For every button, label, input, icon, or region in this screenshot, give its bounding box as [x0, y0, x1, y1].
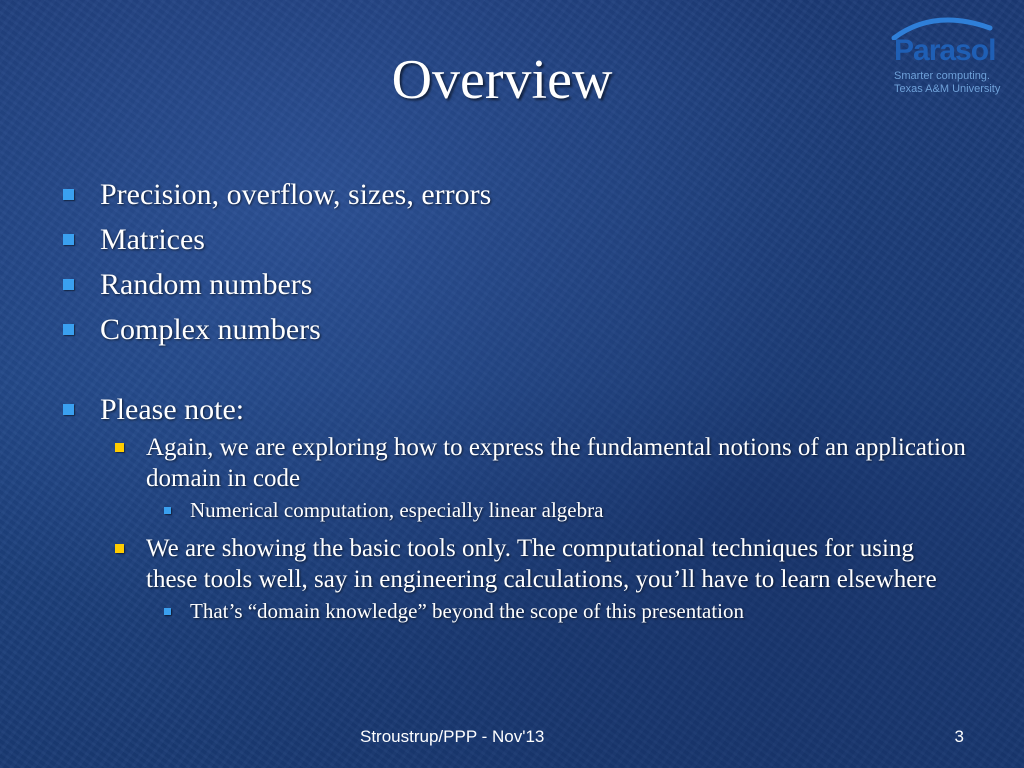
- square-bullet-icon: [164, 608, 171, 615]
- bullet-item: [100, 391, 960, 428]
- page-number: 3: [954, 727, 964, 746]
- logo-tagline-line2: Texas A&M University: [894, 83, 1001, 95]
- square-bullet-icon: [63, 324, 74, 335]
- bullet-text: Complex numbers: [100, 313, 321, 346]
- sub-sub-bullet-text: Numerical computation, especially linear algebra: [190, 498, 604, 522]
- bullet-item: [100, 266, 960, 303]
- square-bullet-icon: [63, 189, 74, 200]
- square-bullet-icon: [115, 544, 124, 553]
- logo-tagline-line1: Smarter computing.: [894, 70, 990, 82]
- logo-name: Parasol: [894, 34, 996, 67]
- square-bullet-icon: [63, 404, 74, 415]
- bullet-list: [0, 176, 1024, 634]
- square-bullet-icon: [63, 234, 74, 245]
- sub-bullet-text: Again, we are exploring how to express the fundamental notions of an application domain in code: [146, 434, 966, 492]
- sub-bullet-text: We are showing the basic tools only. The computational techniques for using these tools well, say in engineering calculations, you’ll have to learn elsewhere: [146, 535, 937, 593]
- footer-text: Stroustrup/PPP - Nov'13: [360, 727, 545, 746]
- bullet-item: [100, 221, 960, 258]
- bullet-item: [100, 176, 960, 213]
- square-bullet-icon: [164, 507, 171, 514]
- bullet-text: Matrices: [100, 223, 205, 256]
- sub-sub-bullet-item: [190, 598, 970, 624]
- square-bullet-icon: [115, 443, 124, 452]
- logo-tagline: [894, 70, 1000, 96]
- sub-sub-bullet-text: That’s “domain knowledge” beyond the scope of this presentation: [190, 599, 745, 623]
- slide-title: Overview: [391, 49, 613, 111]
- bullet-text: Precision, overflow, sizes, errors: [100, 178, 492, 211]
- sub-bullet-item: [146, 432, 966, 494]
- bullet-text: Random numbers: [100, 268, 313, 301]
- square-bullet-icon: [63, 279, 74, 290]
- bullet-item: [100, 311, 960, 348]
- sub-sub-bullet-item: [190, 497, 970, 523]
- parasol-logo: [880, 14, 1010, 98]
- bullet-text: Please note:: [100, 393, 245, 426]
- sub-bullet-item: [146, 533, 966, 595]
